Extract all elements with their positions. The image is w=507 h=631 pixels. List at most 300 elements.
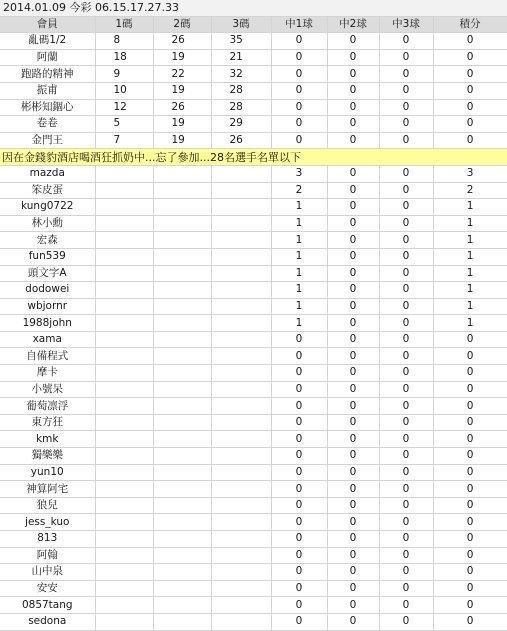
hit1-cell: 1	[271, 248, 327, 265]
score-cell: 0	[433, 49, 507, 66]
pick3-cell	[211, 431, 271, 448]
pick2-cell	[153, 165, 211, 182]
score-cell: 0	[433, 365, 507, 382]
hit1-cell: 0	[271, 331, 327, 348]
pick3-cell	[211, 564, 271, 581]
pick1-cell	[95, 448, 153, 465]
hit3-cell: 0	[379, 99, 433, 116]
score-cell: 1	[433, 248, 507, 265]
pick1-cell	[95, 580, 153, 597]
table-row	[0, 282, 507, 299]
pick2-cell	[153, 547, 211, 564]
hit3-cell: 0	[379, 33, 433, 50]
pick2-cell	[153, 348, 211, 365]
header-hit1: 中1球	[271, 16, 327, 33]
score-cell: 0	[433, 398, 507, 415]
pick2-cell	[153, 481, 211, 498]
hit1-cell: 0	[271, 66, 327, 83]
member-name-cell: 葡萄凛浮	[0, 398, 95, 415]
pick1-cell	[95, 547, 153, 564]
header-hit2: 中2球	[327, 16, 379, 33]
hit3-cell: 0	[379, 49, 433, 66]
table-row	[0, 215, 507, 232]
hit1-cell: 1	[271, 265, 327, 282]
member-name-cell: 阿翰	[0, 547, 95, 564]
table-row	[0, 182, 507, 199]
hit1-cell: 0	[271, 33, 327, 50]
pick2-cell	[153, 613, 211, 630]
hit2-cell: 0	[327, 116, 379, 133]
member-name-cell: 神算阿宅	[0, 481, 95, 498]
pick1-cell	[95, 348, 153, 365]
table-row	[0, 99, 507, 116]
pick3-cell	[211, 481, 271, 498]
hit3-cell: 0	[379, 182, 433, 199]
pick2-cell	[153, 531, 211, 548]
score-cell: 3	[433, 165, 507, 182]
score-cell: 0	[433, 464, 507, 481]
hit3-cell: 0	[379, 331, 433, 348]
hit2-cell: 0	[327, 232, 379, 249]
table-row	[0, 331, 507, 348]
member-name-cell: 阿蘭	[0, 49, 95, 66]
pick1-cell	[95, 182, 153, 199]
pick1-cell	[95, 564, 153, 581]
score-cell: 0	[433, 132, 507, 149]
score-cell: 0	[433, 414, 507, 431]
table-row	[0, 33, 507, 50]
hit1-cell: 0	[271, 497, 327, 514]
hit3-cell: 0	[379, 315, 433, 332]
hit1-cell: 0	[271, 547, 327, 564]
table-row	[0, 514, 507, 531]
member-name-cell: 小號呆	[0, 381, 95, 398]
pick1-cell: 7	[95, 132, 153, 149]
pick3-cell	[211, 315, 271, 332]
hit2-cell: 0	[327, 497, 379, 514]
member-name-cell: kung0722	[0, 199, 95, 216]
member-name-cell: mazda	[0, 165, 95, 182]
hit3-cell: 0	[379, 613, 433, 630]
pick3-cell	[211, 448, 271, 465]
member-name-cell: 東方狂	[0, 414, 95, 431]
score-cell: 1	[433, 232, 507, 249]
member-name-cell: 林小勳	[0, 215, 95, 232]
member-name-cell: 彬彬知錮心	[0, 99, 95, 116]
table-row	[0, 248, 507, 265]
score-cell: 0	[433, 547, 507, 564]
pick3-cell	[211, 248, 271, 265]
hit2-cell: 0	[327, 99, 379, 116]
hit1-cell: 0	[271, 431, 327, 448]
member-name-cell: 813	[0, 531, 95, 548]
hit3-cell: 0	[379, 497, 433, 514]
score-cell: 0	[433, 564, 507, 581]
pick2-cell	[153, 265, 211, 282]
pick3-cell	[211, 597, 271, 614]
hit2-cell: 0	[327, 464, 379, 481]
table-row	[0, 199, 507, 216]
pick1-cell	[95, 464, 153, 481]
score-cell: 2	[433, 182, 507, 199]
member-name-cell: 摩卡	[0, 365, 95, 382]
hit1-cell: 0	[271, 597, 327, 614]
header-pick2: 2碼	[153, 16, 211, 33]
hit3-cell: 0	[379, 514, 433, 531]
pick1-cell	[95, 497, 153, 514]
pick1-cell	[95, 514, 153, 531]
table-row	[0, 497, 507, 514]
score-cell: 1	[433, 315, 507, 332]
pick2-cell: 26	[153, 33, 211, 50]
hit3-cell: 0	[379, 116, 433, 133]
pick3-cell: 28	[211, 82, 271, 99]
member-name-cell: 金門王	[0, 132, 95, 149]
table-row	[0, 597, 507, 614]
hit2-cell: 0	[327, 82, 379, 99]
score-cell: 0	[433, 597, 507, 614]
hit2-cell: 0	[327, 66, 379, 83]
pick3-cell	[211, 298, 271, 315]
pick2-cell	[153, 248, 211, 265]
table-row	[0, 398, 507, 415]
pick2-cell: 22	[153, 66, 211, 83]
table-row	[0, 348, 507, 365]
hit2-cell: 0	[327, 414, 379, 431]
header-pick1: 1碼	[95, 16, 153, 33]
hit3-cell: 0	[379, 199, 433, 216]
table-row	[0, 315, 507, 332]
pick3-cell	[211, 165, 271, 182]
hit2-cell: 0	[327, 215, 379, 232]
member-name-cell: sedona	[0, 613, 95, 630]
pick1-cell	[95, 248, 153, 265]
hit3-cell: 0	[379, 215, 433, 232]
member-name-cell: 頭文字A	[0, 265, 95, 282]
hit3-cell: 0	[379, 66, 433, 83]
hit1-cell: 0	[271, 531, 327, 548]
hit1-cell: 0	[271, 613, 327, 630]
hit2-cell: 0	[327, 199, 379, 216]
score-cell: 0	[433, 613, 507, 630]
member-name-cell: kmk	[0, 431, 95, 448]
pick3-cell	[211, 381, 271, 398]
pick2-cell: 19	[153, 132, 211, 149]
pick2-cell	[153, 199, 211, 216]
pick1-cell: 5	[95, 116, 153, 133]
pick1-cell	[95, 365, 153, 382]
pick3-cell	[211, 199, 271, 216]
hit3-cell: 0	[379, 132, 433, 149]
hit1-cell: 0	[271, 381, 327, 398]
pick2-cell	[153, 464, 211, 481]
pick3-cell	[211, 282, 271, 299]
table-row	[0, 613, 507, 630]
pick2-cell: 19	[153, 82, 211, 99]
member-name-cell: 獨樂樂	[0, 448, 95, 465]
title-row	[0, 0, 507, 16]
pick2-cell	[153, 448, 211, 465]
score-cell: 0	[433, 481, 507, 498]
table-row	[0, 116, 507, 133]
score-cell: 0	[433, 82, 507, 99]
pick2-cell	[153, 398, 211, 415]
pick3-cell	[211, 613, 271, 630]
score-cell: 0	[433, 66, 507, 83]
table-row	[0, 481, 507, 498]
score-cell: 0	[433, 33, 507, 50]
hit2-cell: 0	[327, 365, 379, 382]
table-row	[0, 431, 507, 448]
score-cell: 0	[433, 497, 507, 514]
pick2-cell	[153, 182, 211, 199]
pick2-cell	[153, 514, 211, 531]
hit2-cell: 0	[327, 531, 379, 548]
hit1-cell: 0	[271, 414, 327, 431]
pick3-cell	[211, 464, 271, 481]
hit2-cell: 0	[327, 381, 379, 398]
hit2-cell: 0	[327, 348, 379, 365]
hit2-cell: 0	[327, 132, 379, 149]
table-row	[0, 448, 507, 465]
hit3-cell: 0	[379, 248, 433, 265]
hit3-cell: 0	[379, 431, 433, 448]
pick1-cell	[95, 597, 153, 614]
hit3-cell: 0	[379, 82, 433, 99]
pick3-cell	[211, 265, 271, 282]
member-name-cell: xama	[0, 331, 95, 348]
pick1-cell	[95, 531, 153, 548]
score-cell: 0	[433, 116, 507, 133]
header-row	[0, 16, 507, 33]
score-cell: 1	[433, 298, 507, 315]
member-name-cell: 笨皮蛋	[0, 182, 95, 199]
hit1-cell: 0	[271, 365, 327, 382]
hit1-cell: 3	[271, 165, 327, 182]
pick2-cell	[153, 580, 211, 597]
pick1-cell	[95, 282, 153, 299]
sheet-title: 2014.01.09 今彩 06.15.17.27.33	[0, 0, 507, 16]
hit2-cell: 0	[327, 597, 379, 614]
pick1-cell	[95, 315, 153, 332]
hit1-cell: 0	[271, 99, 327, 116]
pick2-cell	[153, 365, 211, 382]
pick3-cell	[211, 348, 271, 365]
hit1-cell: 1	[271, 232, 327, 249]
table-row	[0, 132, 507, 149]
table-row	[0, 298, 507, 315]
member-name-cell: 狼兒	[0, 497, 95, 514]
hit2-cell: 0	[327, 580, 379, 597]
pick3-cell	[211, 215, 271, 232]
score-cell: 0	[433, 514, 507, 531]
member-name-cell: 自備程式	[0, 348, 95, 365]
hit1-cell: 0	[271, 132, 327, 149]
hit3-cell: 0	[379, 580, 433, 597]
score-cell: 0	[433, 580, 507, 597]
header-hit3: 中3球	[379, 16, 433, 33]
hit3-cell: 0	[379, 464, 433, 481]
hit3-cell: 0	[379, 564, 433, 581]
member-name-cell: 0857tang	[0, 597, 95, 614]
table-row	[0, 82, 507, 99]
pick1-cell	[95, 613, 153, 630]
hit1-cell: 0	[271, 464, 327, 481]
hit1-cell: 1	[271, 282, 327, 299]
score-cell: 0	[433, 448, 507, 465]
header-score: 積分	[433, 16, 507, 33]
pick1-cell	[95, 398, 153, 415]
hit2-cell: 0	[327, 514, 379, 531]
table-row	[0, 265, 507, 282]
hit2-cell: 0	[327, 613, 379, 630]
hit3-cell: 0	[379, 381, 433, 398]
pick3-cell: 26	[211, 132, 271, 149]
pick2-cell: 19	[153, 49, 211, 66]
pick2-cell	[153, 215, 211, 232]
score-cell: 0	[433, 348, 507, 365]
pick3-cell	[211, 331, 271, 348]
hit3-cell: 0	[379, 348, 433, 365]
hit1-cell: 2	[271, 182, 327, 199]
member-name-cell: 宏森	[0, 232, 95, 249]
table-row	[0, 365, 507, 382]
hit1-cell: 0	[271, 580, 327, 597]
pick2-cell	[153, 381, 211, 398]
member-name-cell: 山中泉	[0, 564, 95, 581]
pick1-cell	[95, 165, 153, 182]
score-cell: 0	[433, 99, 507, 116]
table-row	[0, 414, 507, 431]
table-row	[0, 580, 507, 597]
pick1-cell	[95, 381, 153, 398]
pick3-cell	[211, 497, 271, 514]
member-name-cell: jess_kuo	[0, 514, 95, 531]
hit1-cell: 1	[271, 199, 327, 216]
pick1-cell: 12	[95, 99, 153, 116]
hit1-cell: 0	[271, 82, 327, 99]
pick3-cell	[211, 365, 271, 382]
hit1-cell: 0	[271, 116, 327, 133]
note-row	[0, 149, 507, 166]
pick1-cell	[95, 298, 153, 315]
pick1-cell	[95, 431, 153, 448]
hit1-cell: 0	[271, 514, 327, 531]
hit1-cell: 1	[271, 215, 327, 232]
hit2-cell: 0	[327, 248, 379, 265]
hit2-cell: 0	[327, 33, 379, 50]
hit3-cell: 0	[379, 597, 433, 614]
hit2-cell: 0	[327, 315, 379, 332]
hit1-cell: 0	[271, 448, 327, 465]
score-cell: 1	[433, 282, 507, 299]
pick3-cell	[211, 414, 271, 431]
hit3-cell: 0	[379, 448, 433, 465]
table-row	[0, 66, 507, 83]
pick2-cell	[153, 282, 211, 299]
pick1-cell	[95, 199, 153, 216]
pick3-cell	[211, 580, 271, 597]
member-name-cell: 卷卷	[0, 116, 95, 133]
hit2-cell: 0	[327, 265, 379, 282]
hit2-cell: 0	[327, 547, 379, 564]
highlight-note: 因在金錢豹酒店喝酒狂抓奶中...忘了參加...28名選手名單以下	[0, 149, 507, 166]
hit1-cell: 0	[271, 564, 327, 581]
table-row	[0, 531, 507, 548]
pick1-cell: 8	[95, 33, 153, 50]
pick2-cell	[153, 232, 211, 249]
score-cell: 1	[433, 199, 507, 216]
pick2-cell: 26	[153, 99, 211, 116]
table-row	[0, 564, 507, 581]
member-name-cell: 安安	[0, 580, 95, 597]
score-cell: 1	[433, 265, 507, 282]
header-member: 會員	[0, 16, 95, 33]
hit1-cell: 0	[271, 49, 327, 66]
member-name-cell: 亂碼1/2	[0, 33, 95, 50]
pick1-cell: 9	[95, 66, 153, 83]
score-cell: 0	[433, 381, 507, 398]
pick1-cell: 18	[95, 49, 153, 66]
pick3-cell: 32	[211, 66, 271, 83]
hit3-cell: 0	[379, 398, 433, 415]
pick2-cell	[153, 497, 211, 514]
hit2-cell: 0	[327, 448, 379, 465]
pick2-cell	[153, 331, 211, 348]
hit3-cell: 0	[379, 282, 433, 299]
member-name-cell: yun10	[0, 464, 95, 481]
pick2-cell	[153, 414, 211, 431]
pick2-cell	[153, 564, 211, 581]
pick3-cell	[211, 398, 271, 415]
table-row	[0, 547, 507, 564]
member-name-cell: fun539	[0, 248, 95, 265]
pick2-cell	[153, 431, 211, 448]
hit2-cell: 0	[327, 298, 379, 315]
hit2-cell: 0	[327, 398, 379, 415]
member-name-cell: dodowei	[0, 282, 95, 299]
pick3-cell	[211, 232, 271, 249]
table-row	[0, 165, 507, 182]
hit2-cell: 0	[327, 431, 379, 448]
pick3-cell	[211, 531, 271, 548]
hit2-cell: 0	[327, 165, 379, 182]
pick1-cell	[95, 331, 153, 348]
pick2-cell	[153, 315, 211, 332]
pick1-cell	[95, 265, 153, 282]
hit2-cell: 0	[327, 49, 379, 66]
hit3-cell: 0	[379, 365, 433, 382]
header-pick3: 3碼	[211, 16, 271, 33]
member-name-cell: 振甫	[0, 82, 95, 99]
hit1-cell: 1	[271, 298, 327, 315]
pick1-cell: 10	[95, 82, 153, 99]
hit1-cell: 0	[271, 481, 327, 498]
score-cell: 1	[433, 215, 507, 232]
score-cell: 0	[433, 331, 507, 348]
member-name-cell: 1988john	[0, 315, 95, 332]
hit2-cell: 0	[327, 564, 379, 581]
hit3-cell: 0	[379, 481, 433, 498]
hit1-cell: 0	[271, 348, 327, 365]
pick2-cell	[153, 298, 211, 315]
pick3-cell: 29	[211, 116, 271, 133]
pick1-cell	[95, 232, 153, 249]
hit3-cell: 0	[379, 547, 433, 564]
hit2-cell: 0	[327, 182, 379, 199]
pick2-cell	[153, 597, 211, 614]
pick3-cell	[211, 182, 271, 199]
